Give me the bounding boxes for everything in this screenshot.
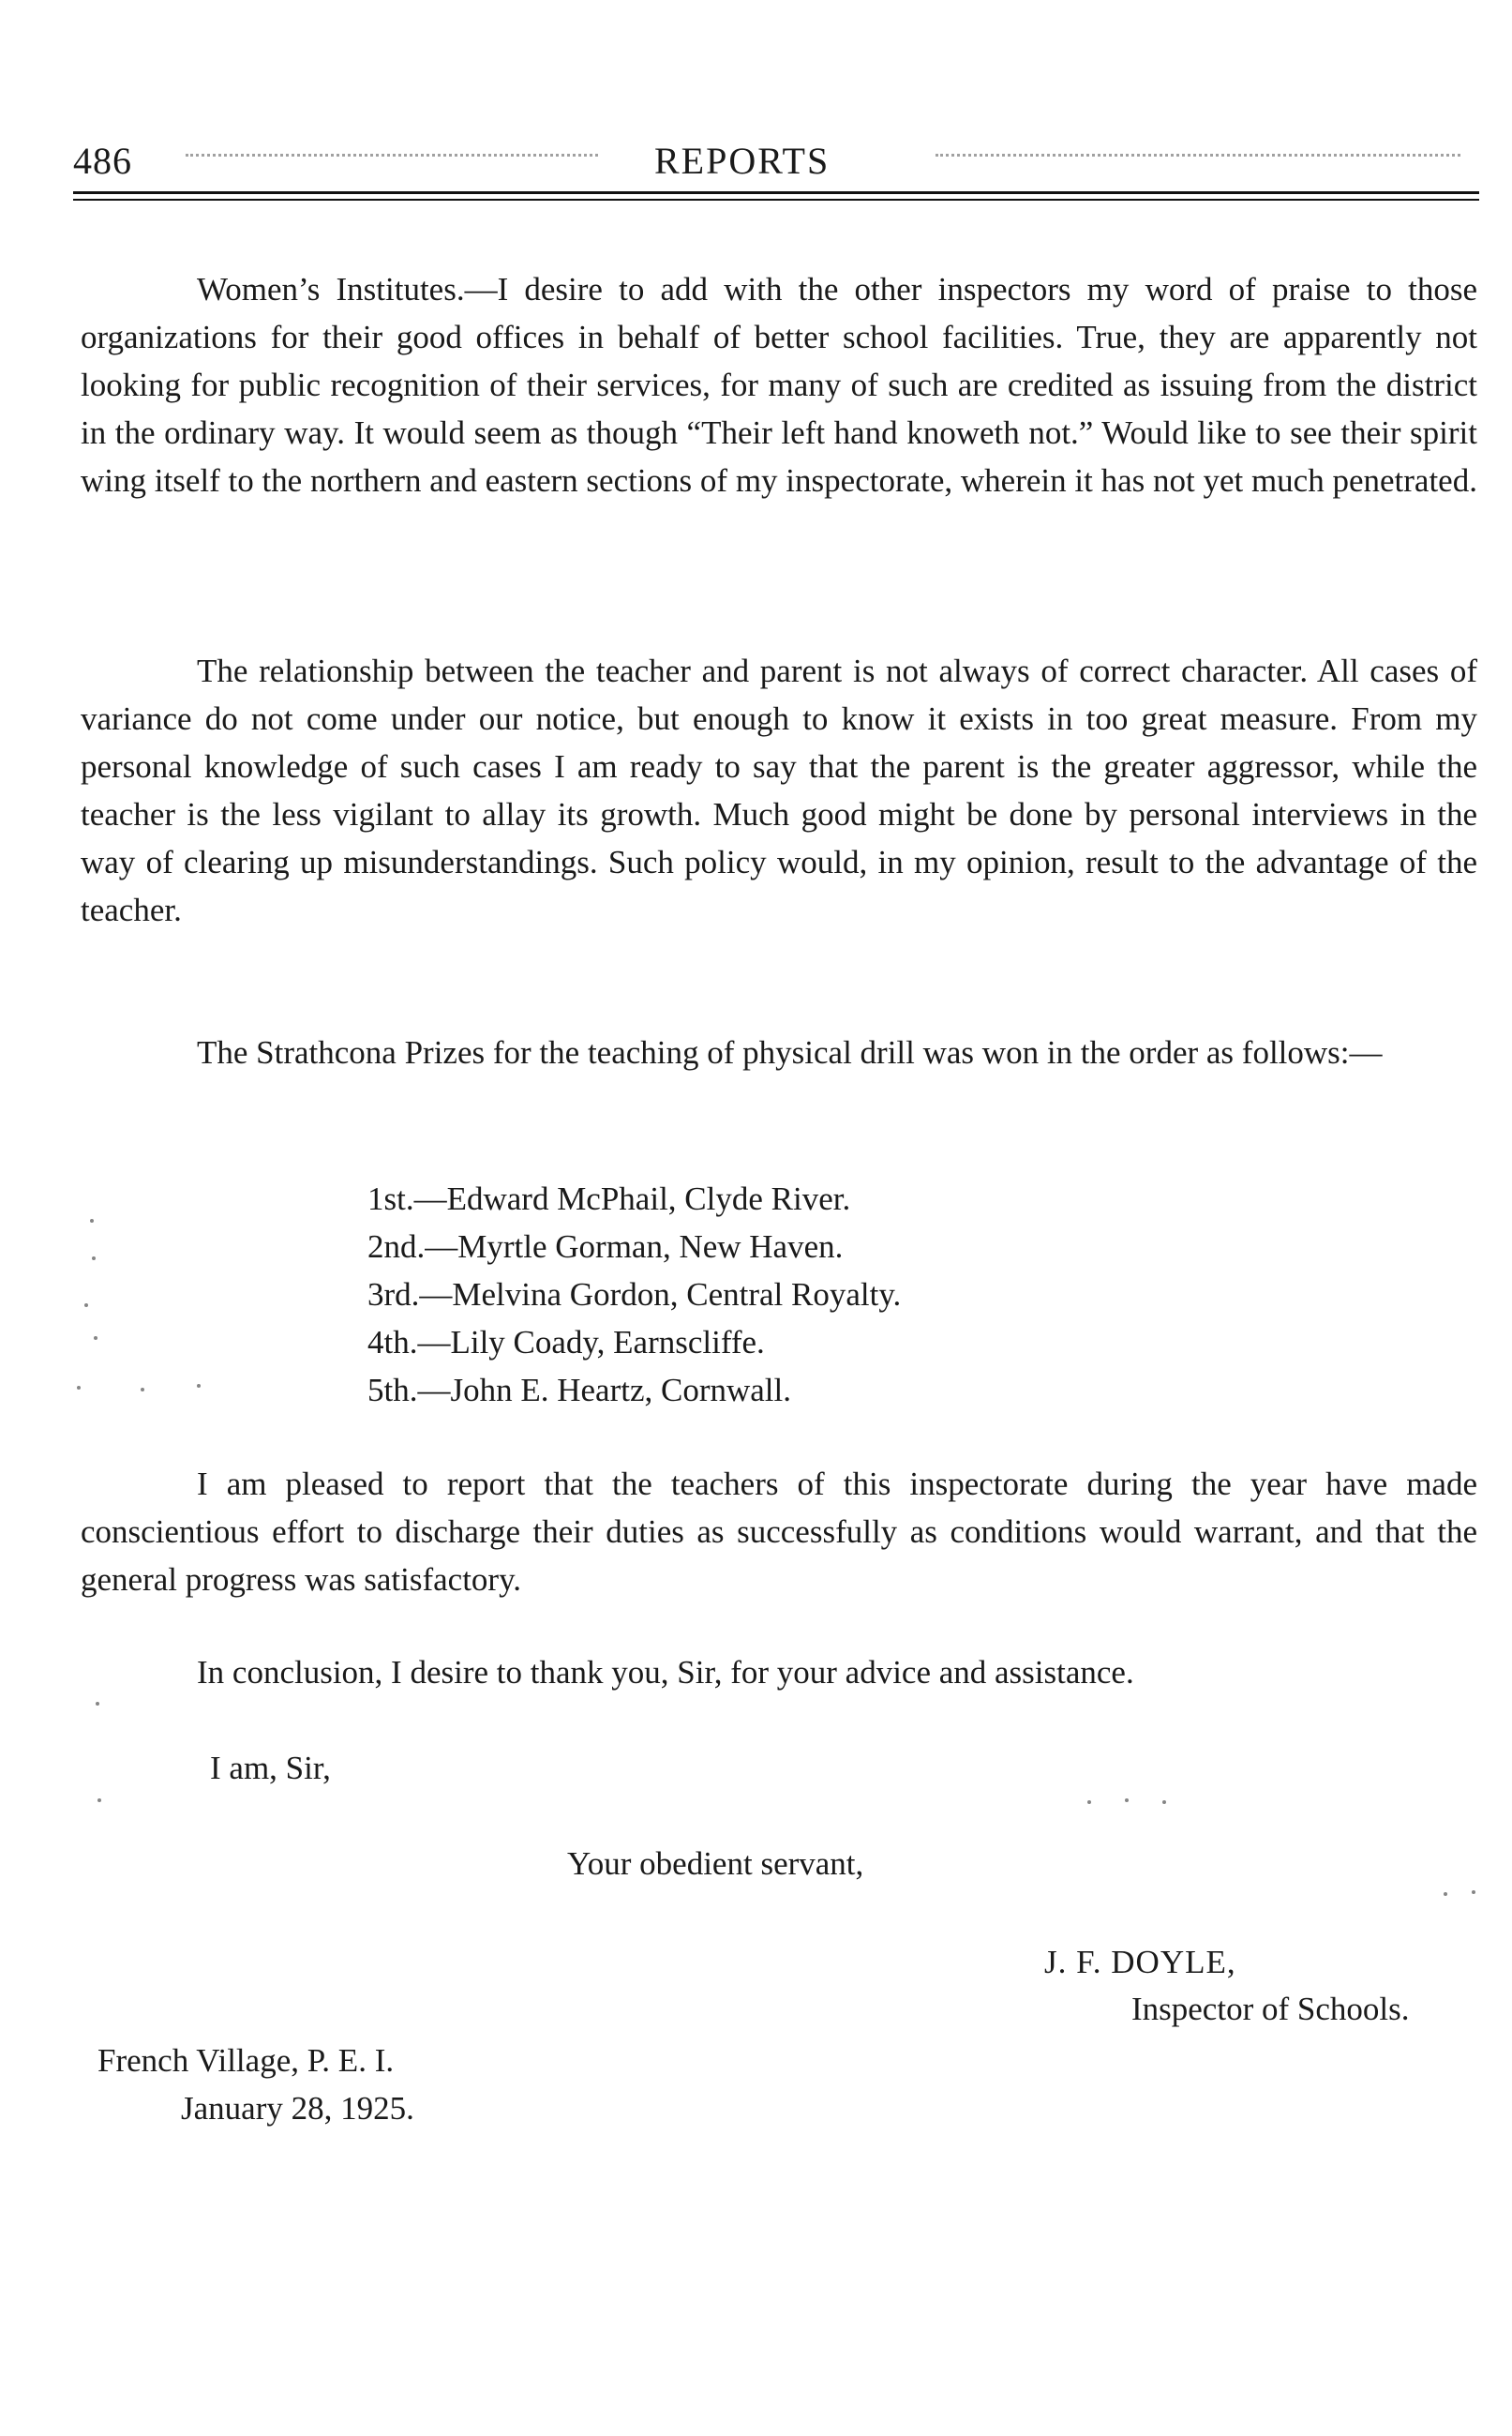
print-speck <box>90 1219 94 1223</box>
print-speck <box>1125 1798 1129 1802</box>
paragraph-teacher-parent: The relationship between the teacher and parent is not always of correct character. All cases of variance do not come under our notice, but enough to know it exists in too great measure. From my personal knowledge of such cases I am ready to say that the parent is the greater aggressor, while the teacher is the less vigilant to allay its growth. Much good might be done by personal interviews in the way of clearing up misunderstandings. Such policy would, in my opinion, result to the advantage of the teacher. <box>81 653 1477 928</box>
signature-name: J. F. DOYLE, <box>1044 1944 1236 1980</box>
page-number: 486 <box>73 140 132 182</box>
prize-winner-item: 2nd.—Myrtle Gorman, New Haven. <box>367 1228 844 1265</box>
running-head: REPORTS <box>654 140 831 182</box>
paragraph-conclusion: In conclusion, I desire to thank you, Sir, for your advice and assistance. <box>197 1654 1134 1691</box>
salutation: I am, Sir, <box>210 1750 331 1786</box>
paragraph-womens-institutes: Women’s Institutes.—I desire to add with the other inspectors my word of praise to those organizations for their good offices in behalf of better school facilities. True, they are apparently not looking for public recognition of their services, for many of such are credited as issuing from the district in the ordinary way. It would seem as though “Their left hand knoweth not.” Would like to see their spirit wing itself to the northern and eastern sections of my inspectorate, wherein it has not yet much penetrated. <box>81 271 1477 499</box>
place-line: French Village, P. E. I. <box>97 2042 395 2079</box>
signature-title: Inspector of Schools. <box>1131 1991 1410 2027</box>
paragraph-progress-report: I am pleased to report that the teachers of this inspectorate during the year have made conscientious effort to discharge their duties as successfully as conditions would warrant, and that the general progress was satisfactory. <box>81 1466 1477 1598</box>
header-rule <box>73 191 1479 194</box>
print-speck <box>1444 1892 1447 1896</box>
closing-line: Your obedient servant, <box>567 1845 864 1882</box>
date-line: January 28, 1925. <box>181 2090 414 2127</box>
prize-winners-list <box>367 1175 901 1414</box>
print-smudge <box>186 154 598 166</box>
print-speck <box>77 1386 81 1390</box>
print-speck <box>97 1798 101 1802</box>
page-header <box>73 129 1479 186</box>
print-speck <box>1162 1800 1166 1804</box>
print-speck <box>92 1256 96 1260</box>
print-speck <box>94 1336 97 1340</box>
print-speck <box>1087 1800 1091 1804</box>
prize-winner-item: 1st.—Edward McPhail, Clyde River. <box>367 1180 851 1217</box>
prize-winner-item: 4th.—Lily Coady, Earnscliffe. <box>367 1324 765 1361</box>
print-speck <box>141 1388 144 1391</box>
print-speck <box>96 1702 99 1706</box>
prize-winner-item: 3rd.—Melvina Gordon, Central Royalty. <box>367 1276 902 1313</box>
paragraph-strathcona-prizes: The Strathcona Prizes for the teaching of physical drill was won in the order as follows:— <box>197 1034 1383 1071</box>
header-rule-thin <box>73 199 1479 201</box>
print-speck <box>84 1303 88 1307</box>
print-speck <box>1472 1890 1475 1894</box>
print-smudge <box>936 154 1460 166</box>
prize-winner-item: 5th.—John E. Heartz, Cornwall. <box>367 1372 791 1408</box>
print-speck <box>197 1384 201 1388</box>
